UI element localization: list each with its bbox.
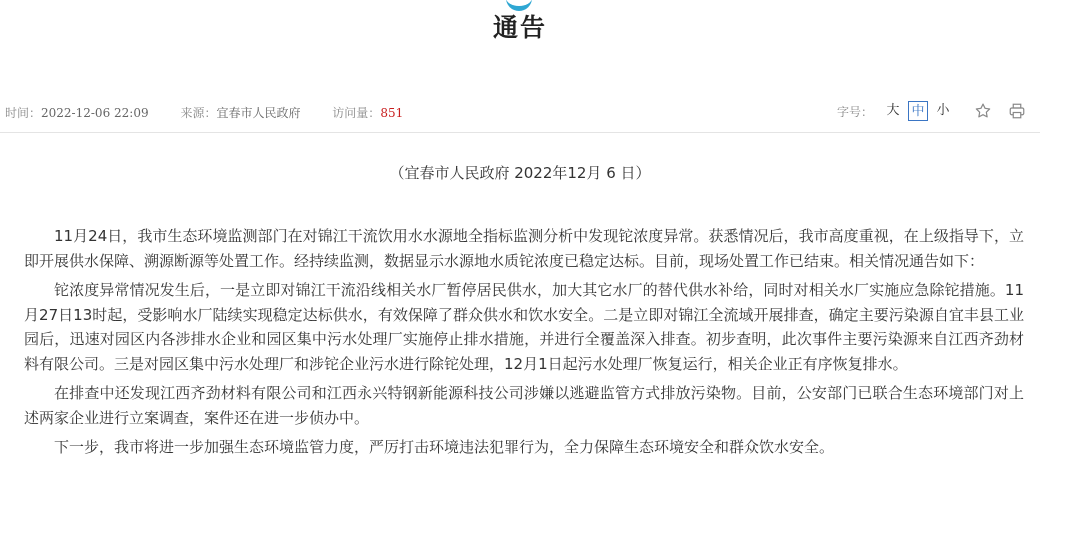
publish-time bbox=[5, 106, 152, 120]
views-label: 访问量： bbox=[332, 106, 381, 120]
printer-icon[interactable] bbox=[1008, 102, 1026, 120]
font-size-large-button[interactable]: 大 bbox=[886, 103, 900, 118]
views-value: 851 bbox=[380, 106, 404, 120]
article-meta-bar bbox=[0, 94, 1040, 133]
time-label: 时间： bbox=[5, 106, 42, 120]
source-value: 宜春市人民政府 bbox=[216, 106, 301, 120]
article-tools bbox=[837, 101, 1026, 121]
time-value: 2022-12-06 22:09 bbox=[41, 106, 149, 120]
source-label: 来源： bbox=[180, 106, 217, 120]
issuer-date-line: （宜春市人民政府 2022年12月 6 日） bbox=[389, 164, 651, 182]
font-size-label: 字号： bbox=[836, 104, 873, 119]
paragraph: 11月24日，我市生态环境监测部门在对锦江干流饮用水水源地全指标监测分析中发现铊浓度异常。获悉情况后，我市高度重视，在上级指导下，立即开展供水保障、溯源断源等处置工作。经持续监测，数据显示水源地水质铊浓度已稳定达标。目前，现场处置工作已结束。相关情况通告如下： bbox=[24, 227, 1024, 270]
font-size-medium-button[interactable]: 中 bbox=[908, 101, 928, 121]
font-size-small-button[interactable]: 小 bbox=[936, 103, 950, 118]
article-body bbox=[24, 224, 1024, 465]
paragraph: 在排查中还发现江西齐劲材料有限公司和江西永兴特钢新能源科技公司涉嫌以逃避监管方式排放污染物。目前，公安部门已联合生态环境部门对上述两家企业进行立案调查，案件还在进一步侦办中。 bbox=[24, 384, 1024, 427]
view-count bbox=[332, 106, 403, 120]
star-icon[interactable] bbox=[974, 102, 992, 120]
article-meta bbox=[5, 104, 431, 121]
page-title: 通告 bbox=[492, 13, 547, 42]
paragraph: 下一步，我市将进一步加强生态环境监管力度，严厉打击环境违法犯罪行为，全力保障生态环境安全和群众饮水安全。 bbox=[54, 438, 835, 456]
paragraph: 铊浓度异常情况发生后，一是立即对锦江干流沿线相关水厂暂停居民供水，加大其它水厂的替代供水补给，同时对相关水厂实施应急除铊措施。11月27日13时起，受影响水厂陆续实现稳定达标供水，有效保障了群众供水和饮水安全。二是立即对锦江全流域开展排查，确定主要污染源自宜丰县工业园后，迅速对园区内各涉排水企业和园区集中污水处理厂实施停止排水措施，并进行全覆盖深入排查。初步查明，此次事件主要污染源来自江西齐劲材料有限公司。三是对园区集中污水处理厂和涉铊企业污水进行除铊处理，12月1日起污水处理厂恢复运行，相关企业正有序恢复排水。 bbox=[24, 281, 1024, 373]
source bbox=[180, 106, 304, 120]
